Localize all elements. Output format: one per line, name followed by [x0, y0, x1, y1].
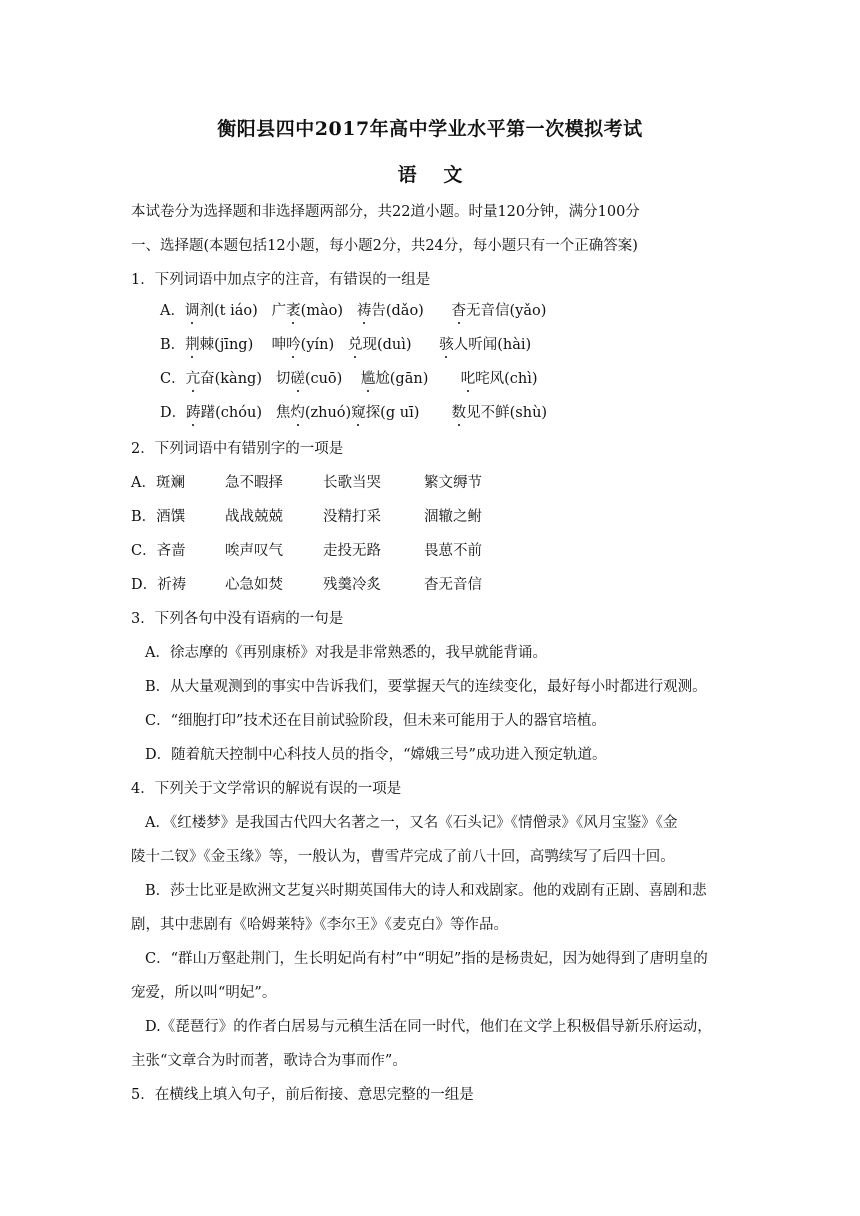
subject-title — [0, 160, 860, 187]
question-4-option-c-line2: 宠爱，所以叫“明妃”。 — [131, 985, 277, 1001]
question-2-stem: 2．下列词语中有错别字的一项是 — [131, 441, 344, 457]
question-4-option-c-line1: C．“群山万壑赴荆门，生长明妃尚有村”中“明妃”指的是杨贵妃，因为她得到了唐明皇的 — [145, 951, 708, 967]
question-4-option-d-line1: D.《琵琶行》的作者白居易与元稹生活在同一时代，他们在文学上积极倡导新乐府运动， — [145, 1019, 712, 1035]
question-1-option-b: B．荆棘(jīng) 呻吟(yín) 兑现(duì) 骇人听闻(hài) — [160, 337, 532, 353]
question-1-option-a: A．调剂(t iáo) 广袤(mào) 祷告(dǎo) 杳无音信(yǎo) — [160, 303, 547, 319]
subject-char: 文 — [443, 164, 463, 186]
question-3-option-b: B．从大量观测到的事实中告诉我们，要掌握天气的连续变化，最好每小时都进行观测。 — [145, 679, 707, 695]
question-4-stem: 4．下列关于文学常识的解说有误的一项是 — [131, 781, 402, 797]
question-1-option-c: C．亢奋(kàng) 切磋(cuō) 尴尬(gān) 叱咤风(chì) — [160, 371, 538, 387]
section-heading: 一、选择题(本题包括12小题，每小题2分，共24分，每小题只有一个正确答案) — [131, 238, 638, 254]
subject-char: 语 — [397, 164, 417, 186]
question-3-stem: 3．下列各句中没有语病的一句是 — [131, 611, 344, 627]
question-4-option-b-line1: B．莎士比亚是欧洲文艺复兴时期英国伟大的诗人和戏剧家。他的戏剧有正剧、喜剧和悲 — [145, 883, 707, 899]
question-4-option-d-line2: 主张“文章合为时而著，歌诗合为事而作”。 — [131, 1053, 407, 1069]
question-4-option-a-line2: 陵十二钗》《金玉缘》等，一般认为，曹雪芹完成了前八十回，高鹗续写了后四十回。 — [131, 849, 675, 865]
question-1-stem: 1．下列词语中加点字的注音，有错误的一组是 — [131, 272, 431, 288]
exam-title: 衡阳县四中2017年高中学业水平第一次模拟考试 — [217, 118, 643, 140]
question-2-option-d: D．祈祷 心急如焚 残羹冷炙 杳无音信 — [131, 577, 482, 593]
question-4-option-b-line2: 剧，其中悲剧有《哈姆莱特》《李尔王》《麦克白》等作品。 — [131, 917, 508, 933]
question-2-option-a: A．斑斓 急不暇择 长歌当哭 繁文缛节 — [131, 475, 482, 491]
question-4-option-a-line1: A．《红楼梦》是我国古代四大名著之一，又名《石头记》《情僧录》《风月宝鉴》《金 — [145, 815, 678, 831]
question-1-option-d: D．踌躇(chóu) 焦灼(zhuó)窥探(g uī) 数见不鲜(shù) — [160, 405, 548, 421]
question-2-option-b: B．酒馔 战战兢兢 没精打采 涸辙之鲋 — [131, 509, 482, 525]
question-5-stem: 5．在横线上填入句子，前后衔接、意思完整的一组是 — [131, 1087, 474, 1103]
question-3-option-d: D．随着航天控制中心科技人员的指令，“嫦娥三号”成功进入预定轨道。 — [145, 747, 607, 763]
question-3-option-a: A．徐志摩的《再别康桥》对我是非常熟悉的，我早就能背诵。 — [145, 645, 547, 661]
question-3-option-c: C．“细胞打印”技术还在目前试验阶段，但未来可能用于人的器官培植。 — [145, 713, 606, 729]
question-2-option-c: C．吝啬 唉声叹气 走投无路 畏葸不前 — [131, 543, 482, 559]
exam-instructions: 本试卷分为选择题和非选择题两部分，共22道小题。时量120分钟，满分100分 — [131, 204, 640, 220]
